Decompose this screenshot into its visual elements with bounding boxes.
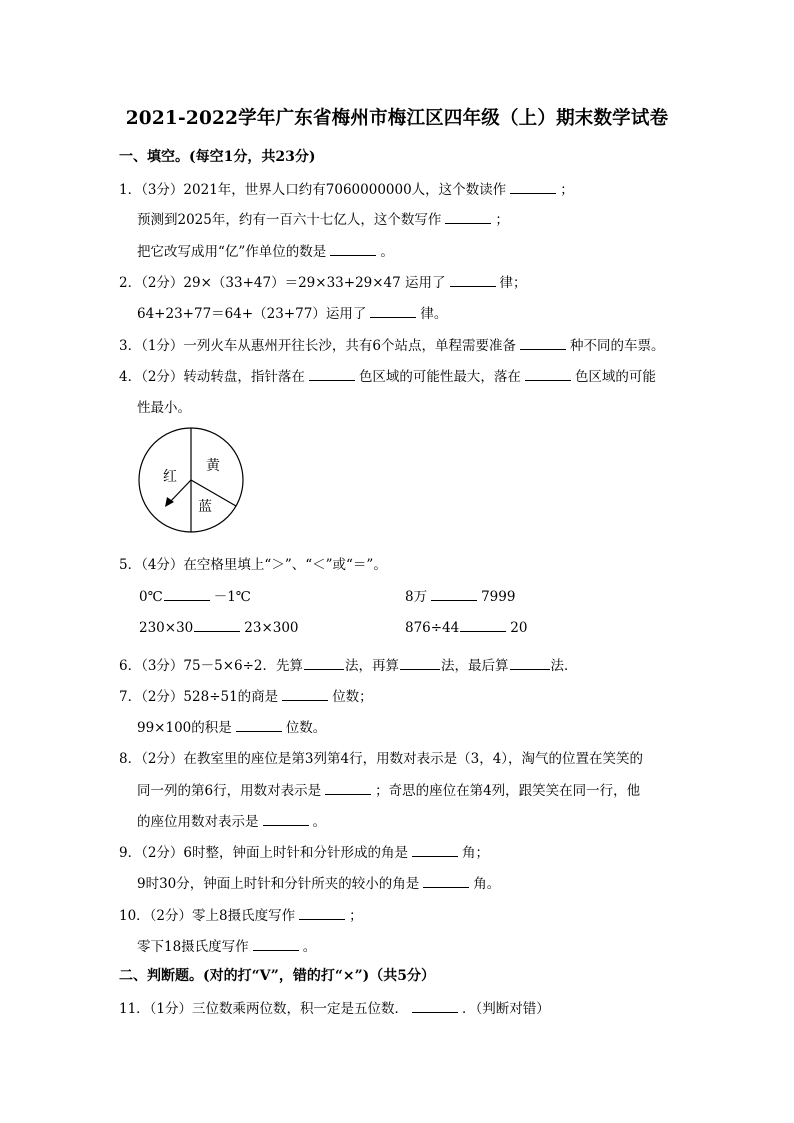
compare-d	[405, 620, 527, 636]
question-8-line-3	[137, 810, 326, 830]
question-9-line-2	[137, 872, 500, 892]
answer-blank[interactable]	[431, 599, 477, 601]
question-10-text: 10．（2分）零上8摄氏度写作	[119, 908, 296, 924]
answer-blank[interactable]	[370, 316, 416, 318]
label-blue: 蓝	[198, 499, 212, 515]
question-4-tail: 色区域的可能	[574, 369, 656, 385]
question-4-mid: 色区域的可能性最大，落在	[358, 369, 521, 385]
question-1-text-3: 把它改写成用“亿”作单位的数是	[137, 244, 327, 260]
answer-blank[interactable]	[194, 630, 240, 632]
answer-blank[interactable]	[400, 668, 440, 670]
question-8-line-1: 8．（2分）在教室里的座位是第3列第4行，用数对表示是（3，4），淘气的位置在笑笑的	[119, 751, 644, 767]
question-7-line-2	[137, 716, 326, 736]
question-6-mid-2: 法，最后算	[441, 658, 509, 674]
question-8-text-2a: 同一列的第6行，用数对表示是	[137, 783, 322, 799]
compare-a-left: 0℃	[139, 589, 163, 605]
punct: 律；	[499, 275, 527, 291]
answer-blank[interactable]	[309, 379, 355, 381]
question-7-text-2: 99×100的积是	[137, 720, 232, 736]
punct: ；	[560, 182, 574, 198]
question-1-line-3	[137, 240, 394, 260]
question-11	[119, 997, 550, 1017]
question-1-line-2	[137, 208, 509, 228]
label-red: 红	[163, 469, 177, 485]
answer-blank[interactable]	[525, 379, 571, 381]
compare-b-left: 8万	[405, 589, 428, 605]
answer-blank[interactable]	[460, 630, 506, 632]
section-heading-judgment: 二、判断题。(对的打“V”，错的打“×”)（共5分）	[119, 968, 436, 984]
punct: 。	[380, 244, 394, 260]
question-1-text-2: 预测到2025年，约有一百六十七亿人，这个数写作	[137, 212, 442, 228]
punct: 。	[312, 814, 326, 830]
answer-blank[interactable]	[253, 949, 299, 951]
answer-blank[interactable]	[304, 668, 344, 670]
answer-blank[interactable]	[282, 699, 328, 701]
compare-b-right: 7999	[481, 589, 516, 605]
question-2-text: 2．（2分）29×（33+47）＝29×33+29×47 运用了	[119, 275, 446, 291]
question-9-tail-2: 角。	[473, 876, 501, 892]
answer-blank[interactable]	[412, 855, 458, 857]
punct: 律。	[420, 306, 448, 322]
question-2-text-2: 64+23+77＝64+（23+77）运用了	[137, 306, 367, 322]
answer-blank[interactable]	[510, 668, 550, 670]
punct: 。	[302, 939, 317, 955]
answer-blank[interactable]	[423, 886, 469, 888]
question-3	[119, 334, 665, 354]
question-8-text-3: 的座位用数对表示是	[137, 814, 259, 830]
question-6	[119, 654, 578, 674]
compare-c	[139, 620, 299, 636]
punct: ；	[495, 212, 509, 228]
question-10-line-1	[119, 904, 363, 924]
compare-d-right: 20	[510, 620, 528, 636]
question-4-line-2: 性最小。	[137, 400, 191, 416]
page-title: 2021-2022学年广东省梅州市梅江区四年级（上）期末数学试卷	[125, 108, 669, 129]
answer-blank[interactable]	[299, 918, 345, 920]
question-2-line-2	[137, 302, 447, 322]
answer-blank[interactable]	[236, 730, 282, 732]
answer-blank[interactable]	[263, 824, 309, 826]
question-6-mid-1: 法，再算	[345, 658, 399, 674]
question-9-line-1	[119, 841, 489, 861]
question-4-text: 4．（2分）转动转盘，指针落在	[119, 369, 305, 385]
question-7-tail: 位数；	[332, 689, 373, 705]
question-10-line-2	[137, 935, 316, 955]
compare-c-left: 230×30	[139, 620, 194, 636]
question-6-tail: 法．	[550, 658, 578, 674]
question-1-line-1	[119, 178, 574, 198]
question-2-line-1	[119, 271, 527, 291]
question-9-text: 9．（2分）6时整，钟面上时针和分针形成的角是	[119, 845, 409, 861]
question-9-text-2: 9时30分，钟面上时针和分针所夹的较小的角是	[137, 876, 420, 892]
question-7-text: 7．（2分）528÷51的商是	[119, 689, 279, 705]
question-8-text-2b: ；奇思的座位在第4列，跟笑笑在同一行，他	[375, 783, 641, 799]
question-8-line-2	[137, 779, 640, 799]
question-10-text-2: 零下18摄氏度写作	[137, 939, 249, 955]
question-7-tail-2: 位数。	[285, 720, 327, 736]
answer-blank[interactable]	[510, 192, 556, 194]
question-1-text: 1．（3分）2021年，世界人口约有7060000000人，这个数读作	[119, 182, 507, 198]
compare-a-right: －1℃	[213, 589, 251, 605]
answer-blank[interactable]	[330, 254, 376, 256]
answer-blank[interactable]	[164, 599, 210, 601]
question-7-line-1	[119, 685, 373, 705]
question-4-line-1	[119, 365, 656, 385]
section-heading-fill-blank: 一、填空。(每空1分，共23分)	[119, 149, 316, 165]
answer-blank[interactable]	[445, 222, 491, 224]
spinner-diagram	[136, 425, 248, 537]
answer-blank[interactable]	[520, 348, 566, 350]
question-3-text: 3．（1分）一列火车从惠州开往长沙，共有6个站点，单程需要准备	[119, 338, 517, 354]
answer-blank[interactable]	[412, 1011, 458, 1013]
question-6-text: 6．（3分）75－5×6÷2．先算	[119, 658, 303, 674]
compare-b	[405, 585, 515, 605]
question-11-tail: ．（判断对错）	[462, 1001, 550, 1017]
question-11-text: 11．（1分）三位数乘两位数，积一定是五位数．	[119, 1001, 409, 1017]
answer-blank[interactable]	[450, 285, 496, 287]
punct: ；	[349, 908, 363, 924]
question-9-tail: 角；	[462, 845, 490, 861]
question-5: 5．（4分）在空格里填上“＞”、“＜”或“＝”。	[119, 557, 387, 573]
question-3-tail: 种不同的车票。	[570, 338, 665, 354]
label-yellow: 黄	[206, 458, 220, 474]
compare-c-right: 23×300	[244, 620, 299, 636]
compare-a	[139, 585, 251, 605]
compare-d-left: 876÷44	[405, 620, 460, 636]
answer-blank[interactable]	[325, 793, 371, 795]
